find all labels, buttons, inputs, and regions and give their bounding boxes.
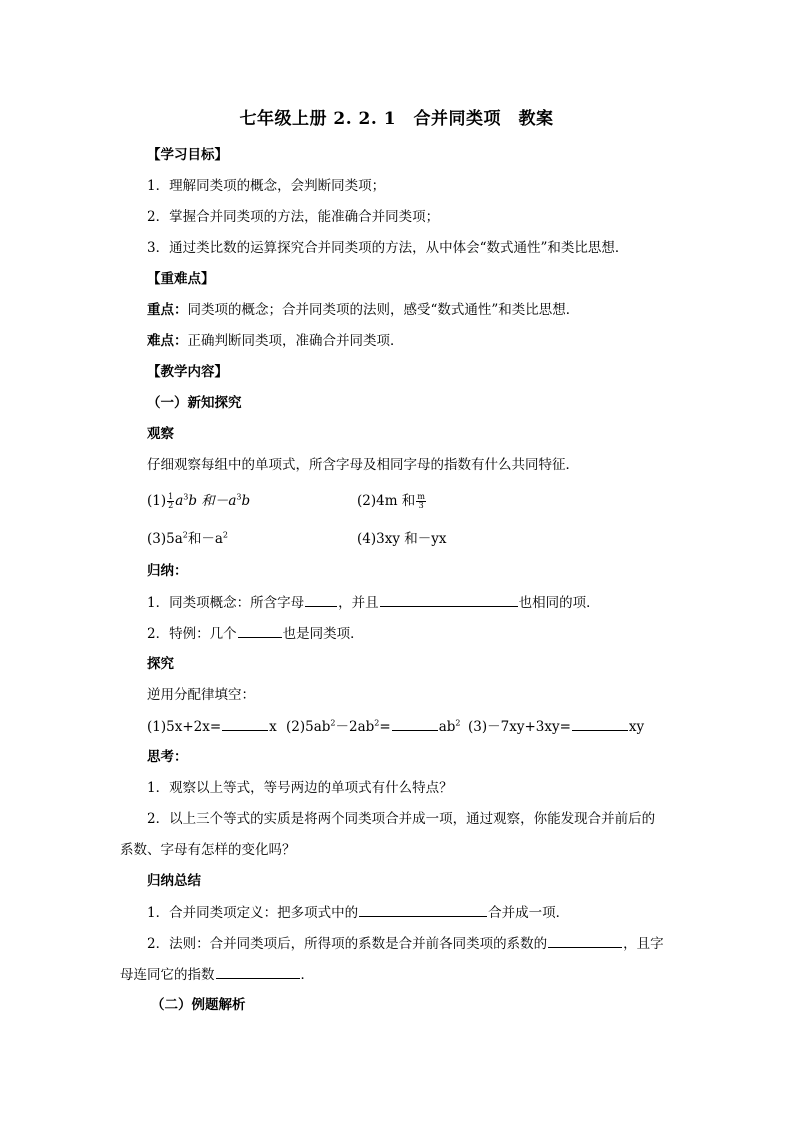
part1-heading: （一）新知探究 bbox=[147, 395, 242, 411]
example-2: (2)4m 和 $\frac{m}{3}$ bbox=[357, 492, 425, 510]
think-heading: 思考： bbox=[147, 749, 188, 765]
difficulty-text: 正确判断同类项，准确合并同类项． bbox=[187, 333, 404, 349]
induce-heading: 归纳： bbox=[147, 563, 188, 579]
induce-item-1: 1．同类项概念：所含字母 ，并且 也相同的项． bbox=[147, 592, 600, 613]
fill-2: $(2)5ab^2-2ab^2= ab^2$ bbox=[286, 716, 460, 737]
example-4: (4)3xy 和－yx bbox=[357, 531, 447, 547]
summary-heading: 归纳总结 bbox=[147, 873, 201, 889]
content-heading: 【教学内容】 bbox=[147, 364, 228, 380]
fill-1: (1)5x+2x= x bbox=[147, 716, 277, 737]
key-point-text: 同类项的概念；合并同类项的法则，感受“数式通性”和类比思想． bbox=[187, 302, 580, 318]
blank-field[interactable] bbox=[572, 716, 628, 731]
blank-field[interactable] bbox=[216, 964, 300, 979]
fraction-m-third: $\frac{m}{3}$ bbox=[417, 492, 425, 510]
blank-field[interactable] bbox=[548, 933, 622, 948]
example-3: $(3)5a^2$和$-a^2$ bbox=[147, 530, 229, 547]
induce-item-2: 2．特例：几个 也是同类项． bbox=[147, 623, 364, 644]
difficulty-label: 难点： bbox=[147, 333, 188, 349]
explore-heading: 探究 bbox=[147, 656, 174, 672]
part2-heading: （二）例题解析 bbox=[151, 997, 246, 1013]
difficulty-line bbox=[147, 331, 404, 351]
think-item-2: 2．以上三个等式的实质是将两个同类项合并成一项，通过观察，你能发现合并前后的 bbox=[147, 811, 656, 827]
observe-heading: 观察 bbox=[147, 426, 174, 442]
summary-item-2-cont: 母连同它的指数 ． bbox=[120, 964, 314, 985]
fill-3: (3)－7xy+3xy= xy bbox=[468, 716, 644, 737]
key-points-heading: 【重难点】 bbox=[147, 271, 215, 287]
explore-text: 逆用分配律填空： bbox=[147, 687, 255, 703]
example-1: (1) $\frac{1}{2}$ $a^3b$ 和$-a^3b$ bbox=[147, 492, 251, 510]
key-point-line bbox=[147, 300, 579, 320]
blank-field[interactable] bbox=[238, 623, 282, 638]
goal-item-1: 1．理解同类项的概念，会判断同类项； bbox=[147, 178, 386, 194]
summary-item-2: 2．法则：合并同类项后，所得项的系数是合并前各同类项的系数的 ，且字 bbox=[147, 933, 664, 954]
goals-heading: 【学习目标】 bbox=[147, 147, 228, 163]
key-point-label: 重点： bbox=[147, 302, 188, 318]
blank-field[interactable] bbox=[392, 716, 438, 731]
summary-item-1: 1．合并同类项定义：把多项式中的 合并成一项． bbox=[147, 902, 569, 923]
blank-field[interactable] bbox=[222, 716, 268, 731]
think-item-1: 1．观察以上等式，等号两边的单项式有什么特点？ bbox=[147, 780, 453, 796]
think-item-2-cont: 系数、字母有怎样的变化吗？ bbox=[120, 842, 296, 858]
blank-field[interactable] bbox=[359, 902, 487, 917]
goal-item-3: 3．通过类比数的运算探究合并同类项的方法，从中体会“数式通性”和类比思想． bbox=[147, 240, 629, 256]
page-title: 七年级上册 2. 2. 1 合并同类项 教案 bbox=[239, 109, 554, 129]
blank-field[interactable] bbox=[380, 592, 518, 607]
goal-item-2: 2．掌握合并同类项的方法，能准确合并同类项； bbox=[147, 209, 440, 225]
observe-text: 仔细观察每组中的单项式，所含字母及相同字母的指数有什么共同特征． bbox=[147, 457, 579, 473]
fraction-one-half: $\frac{1}{2}$ bbox=[168, 492, 174, 510]
blank-field[interactable] bbox=[305, 592, 337, 607]
